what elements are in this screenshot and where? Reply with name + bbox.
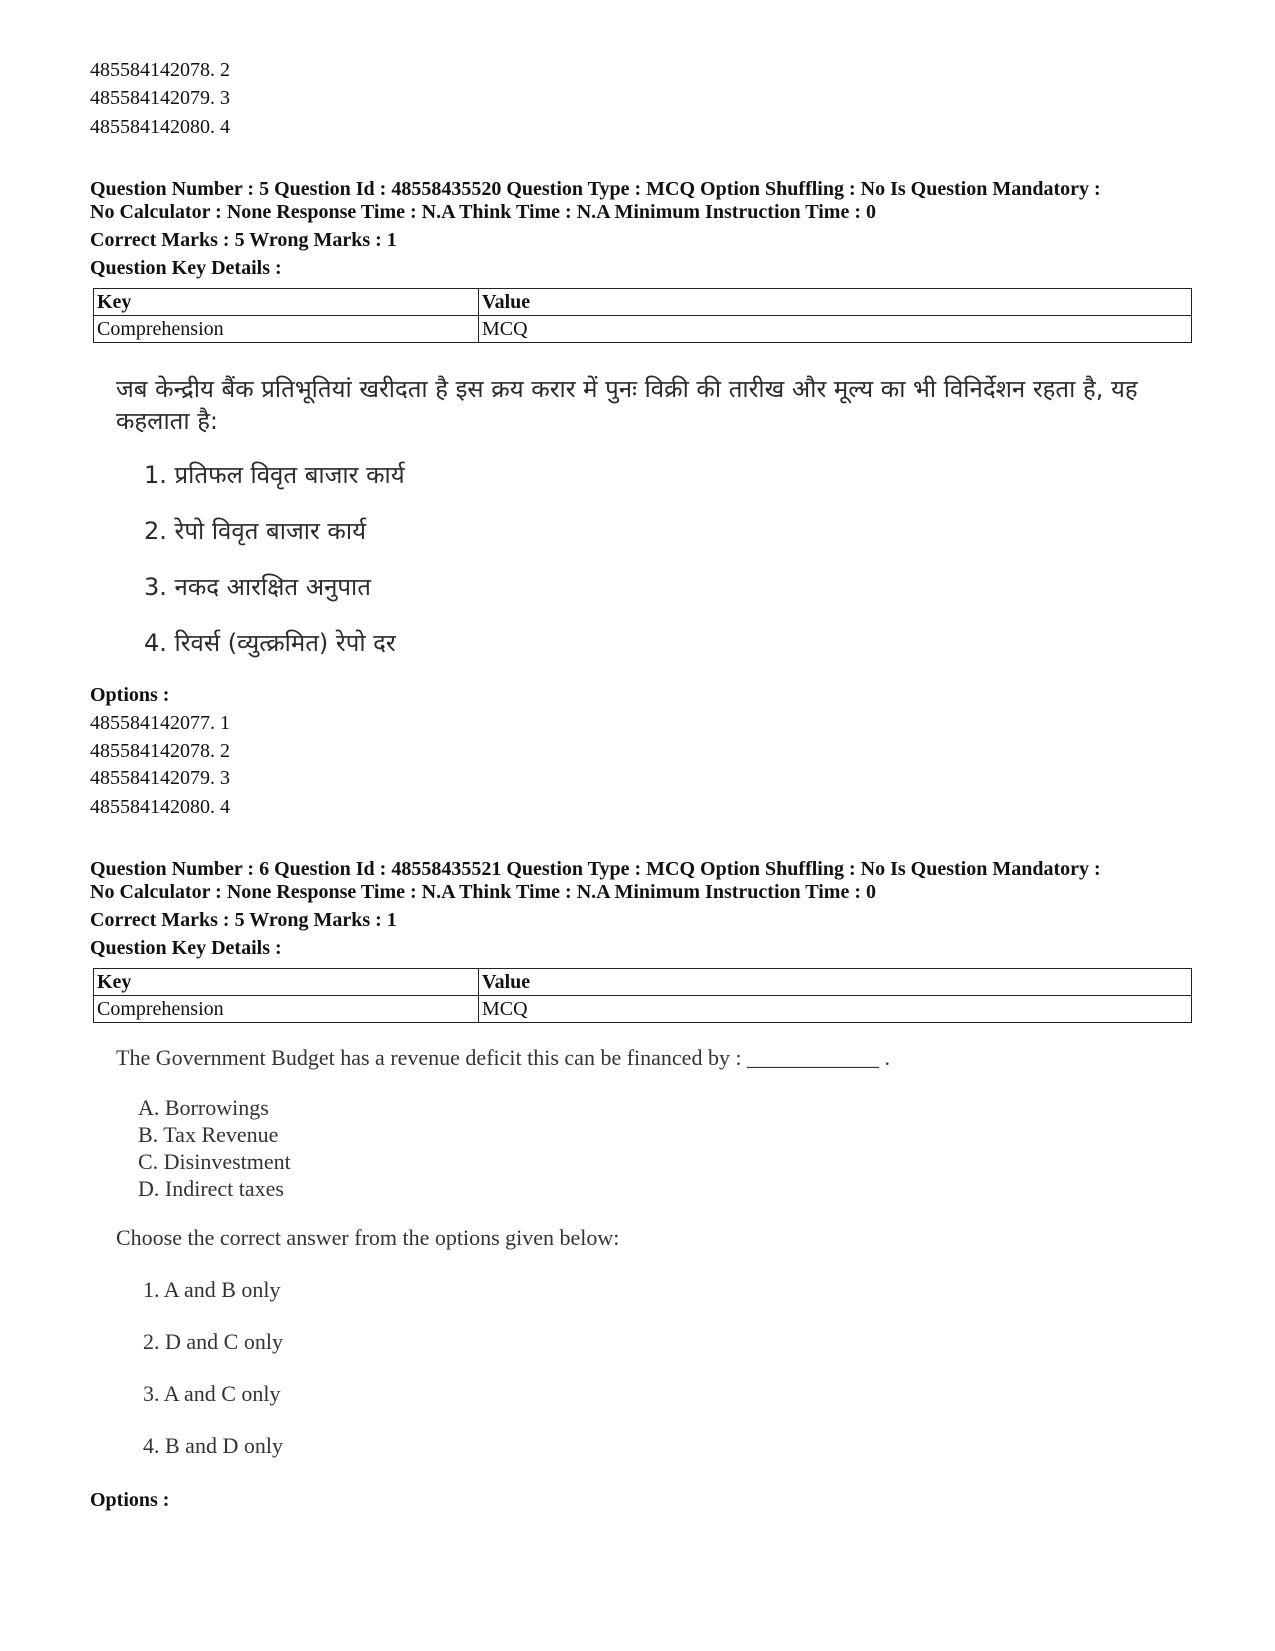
question-stem: The Government Budget has a revenue deficit this can be financed by : ____________ . bbox=[116, 1045, 891, 1070]
statement-item: C. Disinvestment bbox=[138, 1149, 291, 1174]
question-stem: कहलाता है: bbox=[116, 407, 219, 435]
option-line: 485584142079. 3 bbox=[90, 87, 230, 109]
answer-choice: 2. D and C only bbox=[143, 1329, 283, 1354]
answer-choice: 1. प्रतिफल विवृत बाजार कार्य bbox=[144, 461, 405, 489]
table-row bbox=[94, 316, 1192, 343]
table-cell-value: MCQ bbox=[479, 996, 1192, 1023]
question-key-table bbox=[93, 288, 1192, 343]
table-header-key: Key bbox=[94, 969, 479, 996]
statement-item: A. Borrowings bbox=[138, 1095, 269, 1120]
table-row bbox=[94, 996, 1192, 1023]
question-stem: जब केन्द्रीय बैंक प्रतिभूतियां खरीदता है इस क्रय करार में पुनः विक्री की तारीख और मूल्य का भी विनिर्देशन रहता है, यह bbox=[116, 375, 1138, 403]
answer-choice: 4. रिवर्स (व्युत्क्रमित) रेपो दर bbox=[144, 629, 396, 657]
question-header: Question Number : 6 Question Id : 48558435521 Question Type : MCQ Option Shuffling : No Is Question Mandatory : bbox=[90, 858, 1101, 880]
question-key-details-label: Question Key Details : bbox=[90, 257, 282, 279]
answer-choice: 4. B and D only bbox=[143, 1433, 283, 1458]
answer-choice: 2. रेपो विवृत बाजार कार्य bbox=[144, 517, 366, 545]
table-header-value: Value bbox=[479, 289, 1192, 316]
option-line: 485584142078. 2 bbox=[90, 740, 230, 762]
option-line: 485584142078. 2 bbox=[90, 59, 230, 81]
answer-choice: 1. A and B only bbox=[143, 1277, 281, 1302]
answer-choice: 3. नकद आरक्षित अनुपात bbox=[144, 573, 371, 601]
question-marks: Correct Marks : 5 Wrong Marks : 1 bbox=[90, 229, 397, 251]
statement-item: D. Indirect taxes bbox=[138, 1176, 284, 1201]
question-header: Question Number : 5 Question Id : 48558435520 Question Type : MCQ Option Shuffling : No Is Question Mandatory : bbox=[90, 178, 1101, 200]
question-instruction: Choose the correct answer from the options given below: bbox=[116, 1225, 620, 1250]
options-label: Options : bbox=[90, 684, 170, 706]
answer-choice: 3. A and C only bbox=[143, 1381, 281, 1406]
table-cell-value: MCQ bbox=[479, 316, 1192, 343]
table-cell-key: Comprehension bbox=[94, 996, 479, 1023]
table-header-key: Key bbox=[94, 289, 479, 316]
question-key-table bbox=[93, 968, 1192, 1023]
options-label: Options : bbox=[90, 1489, 170, 1511]
table-header-row bbox=[94, 289, 1192, 316]
question-key-details-label: Question Key Details : bbox=[90, 937, 282, 959]
question-header: No Calculator : None Response Time : N.A Think Time : N.A Minimum Instruction Time : 0 bbox=[90, 881, 876, 903]
table-header-row bbox=[94, 969, 1192, 996]
table-cell-key: Comprehension bbox=[94, 316, 479, 343]
statement-item: B. Tax Revenue bbox=[138, 1122, 279, 1147]
question-header: No Calculator : None Response Time : N.A Think Time : N.A Minimum Instruction Time : 0 bbox=[90, 201, 876, 223]
option-line: 485584142080. 4 bbox=[90, 796, 230, 818]
option-line: 485584142080. 4 bbox=[90, 116, 230, 138]
option-line: 485584142079. 3 bbox=[90, 767, 230, 789]
option-line: 485584142077. 1 bbox=[90, 712, 230, 734]
question-marks: Correct Marks : 5 Wrong Marks : 1 bbox=[90, 909, 397, 931]
table-header-value: Value bbox=[479, 969, 1192, 996]
